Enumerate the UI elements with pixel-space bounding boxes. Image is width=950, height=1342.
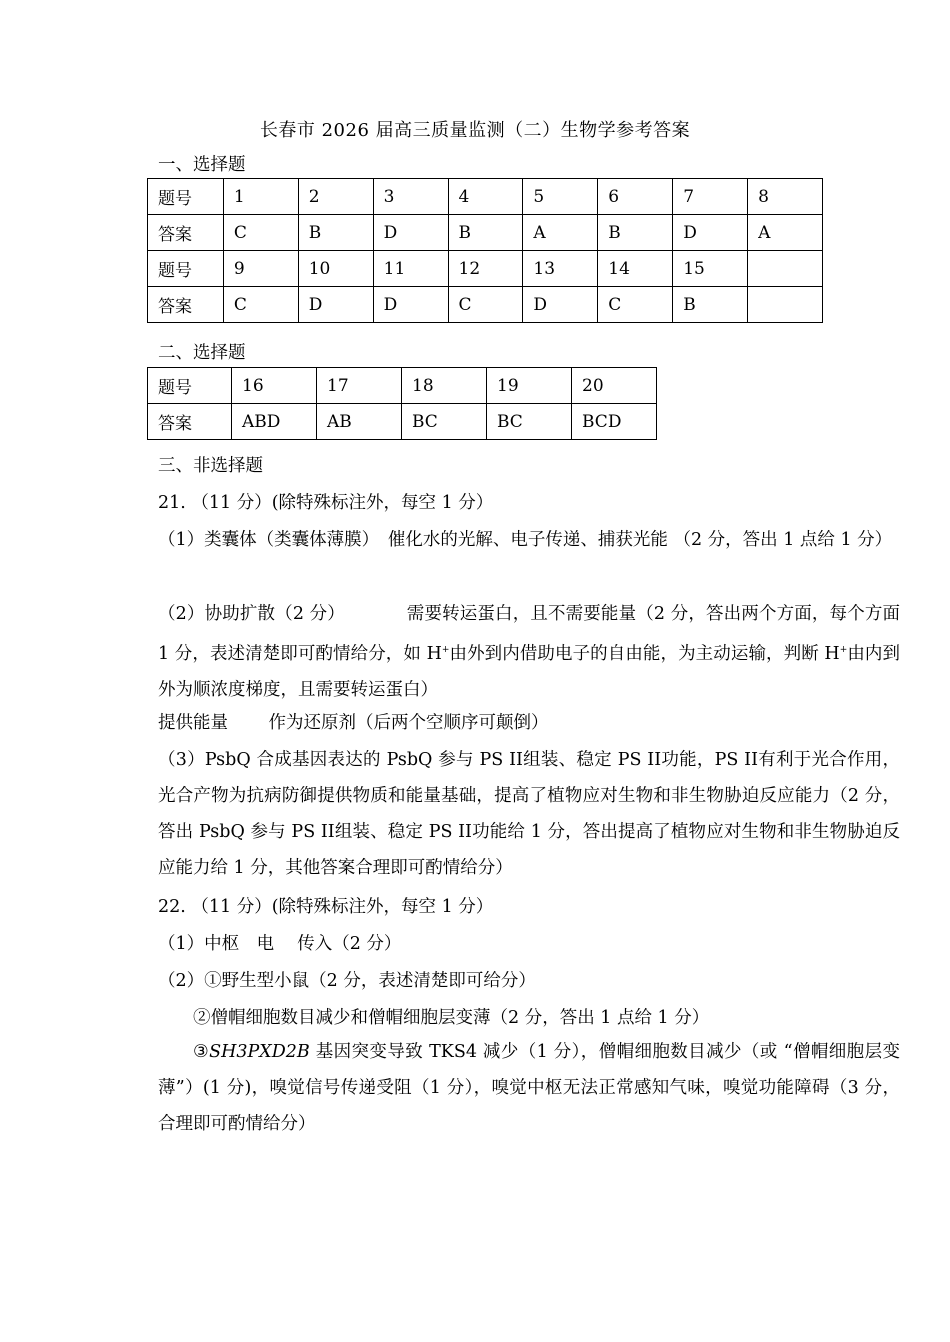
section1-row-label: 题号 (148, 179, 224, 215)
section1-cell: 7 (673, 179, 748, 215)
section2-row-label: 答案 (148, 404, 232, 440)
section1-cell: A (748, 215, 823, 251)
q21-part2-text-b: 由外到内借助电子的自由能，为主动运输，判断 H (449, 643, 840, 664)
section1-cell: 8 (748, 179, 823, 215)
table-row (148, 404, 657, 440)
section1-cell: 11 (373, 251, 448, 287)
section1-cell: D (298, 287, 373, 323)
q22-item3-text: 基因突变导致 TKS4 减少（1 分），僧帽细胞数目减少（或 “僧帽细胞层变薄”）(1 分)，嗅觉信号传递受阻（1 分），嗅觉中枢无法正常感知气味，嗅觉功能障碍（3 分，合理即可酌情给分） (158, 1042, 900, 1134)
q22-part2-item2: ②僧帽细胞数目减少和僧帽细胞层变薄（2 分，答出 1 点给 1 分） (193, 1008, 710, 1028)
q21-part2-text-a: （2）协助扩散（2 分） 需要转运蛋白，且不需要能量（2 分，答出两个方面，每个方面 1 分，表述清楚即可酌情给分，如 H (158, 604, 900, 664)
section2-cell: 18 (402, 368, 487, 404)
section1-cell: B (598, 215, 673, 251)
table-row (148, 215, 823, 251)
section1-answer-table (147, 178, 823, 323)
section1-cell: D (373, 215, 448, 251)
q22-part2: （2）①野生型小鼠（2 分，表述清楚即可给分） (158, 971, 536, 991)
q21-header: 21. （11 分）(除特殊标注外，每空 1 分） (158, 493, 494, 513)
section1-cell: C (223, 215, 298, 251)
section1-cell: 5 (523, 179, 598, 215)
section1-cell: 6 (598, 179, 673, 215)
q22-part1: （1）中枢 电 传入（2 分） (158, 934, 402, 954)
section2-cell: 16 (232, 368, 317, 404)
section2-cell: 17 (317, 368, 402, 404)
section1-cell (748, 287, 823, 323)
q21-superscript-plus: + (441, 645, 450, 655)
section1-cell: 2 (298, 179, 373, 215)
section1-cell: A (523, 215, 598, 251)
q21-superscript-plus: + (839, 645, 848, 655)
section1-row-label: 题号 (148, 251, 224, 287)
section2-heading: 二、选择题 (158, 343, 246, 363)
section2-cell: 20 (572, 368, 657, 404)
q21-part2-text-c: 由内到外为顺浓度梯度，且需要转运蛋白） (158, 643, 900, 700)
table-row (148, 251, 823, 287)
table-row (148, 368, 657, 404)
section2-cell: BC (487, 404, 572, 440)
section1-heading: 一、选择题 (158, 155, 246, 175)
section1-cell: C (448, 287, 523, 323)
q21-part1: （1）类囊体（类囊体薄膜） 催化水的光解、电子传递、捕获光能 （2 分，答出 1 点给 1 分） (158, 530, 893, 550)
section1-cell: 15 (673, 251, 748, 287)
section2-row-label: 题号 (148, 368, 232, 404)
section2-cell: 19 (487, 368, 572, 404)
q22-part2-item3 (158, 1034, 900, 1142)
section2-cell: BC (402, 404, 487, 440)
section1-cell: 4 (448, 179, 523, 215)
section2-answer-table (147, 367, 657, 440)
section1-cell: 12 (448, 251, 523, 287)
section1-cell: 14 (598, 251, 673, 287)
section1-cell: C (223, 287, 298, 323)
section1-cell: D (523, 287, 598, 323)
section1-cell: B (298, 215, 373, 251)
section1-cell: 13 (523, 251, 598, 287)
q22-item3-prefix: ③ (193, 1042, 210, 1062)
section1-cell: 3 (373, 179, 448, 215)
table-row (148, 179, 823, 215)
section1-cell (748, 251, 823, 287)
q21-part2-continued: 提供能量 作为还原剂（后两个空顺序可颠倒） (158, 713, 549, 733)
section2-cell: ABD (232, 404, 317, 440)
section1-cell: 1 (223, 179, 298, 215)
section1-cell: D (673, 215, 748, 251)
table-row (148, 287, 823, 323)
section1-cell: 10 (298, 251, 373, 287)
page-title: 长春市 2026 届高三质量监测（二）生物学参考答案 (259, 120, 691, 141)
q22-header: 22. （11 分）(除特殊标注外，每空 1 分） (158, 897, 494, 917)
section1-cell: C (598, 287, 673, 323)
q21-part3: （3）PsbQ 合成基因表达的 PsbQ 参与 PS II组装、稳定 PS II功能，PS II有利于光合作用，光合产物为抗病防御提供物质和能量基础，提高了植物应对生物和非生物胁迫反应能力（2 分，答出 PsbQ 参与 PS II组装、稳定 PS II功能给 1 分，答出提高了植物应对生物和非生物胁迫反应能力给 1 分，其他答案合理即可酌情给分） (158, 750, 900, 878)
section3-heading: 三、非选择题 (158, 456, 263, 476)
section1-cell: 9 (223, 251, 298, 287)
section1-cell: D (373, 287, 448, 323)
section2-cell: BCD (572, 404, 657, 440)
gene-name: SH3PXD2B (209, 1042, 310, 1062)
section1-cell: B (673, 287, 748, 323)
q21-part2 (158, 596, 900, 708)
section1-row-label: 答案 (148, 215, 224, 251)
section1-row-label: 答案 (148, 287, 224, 323)
section1-cell: B (448, 215, 523, 251)
section2-cell: AB (317, 404, 402, 440)
